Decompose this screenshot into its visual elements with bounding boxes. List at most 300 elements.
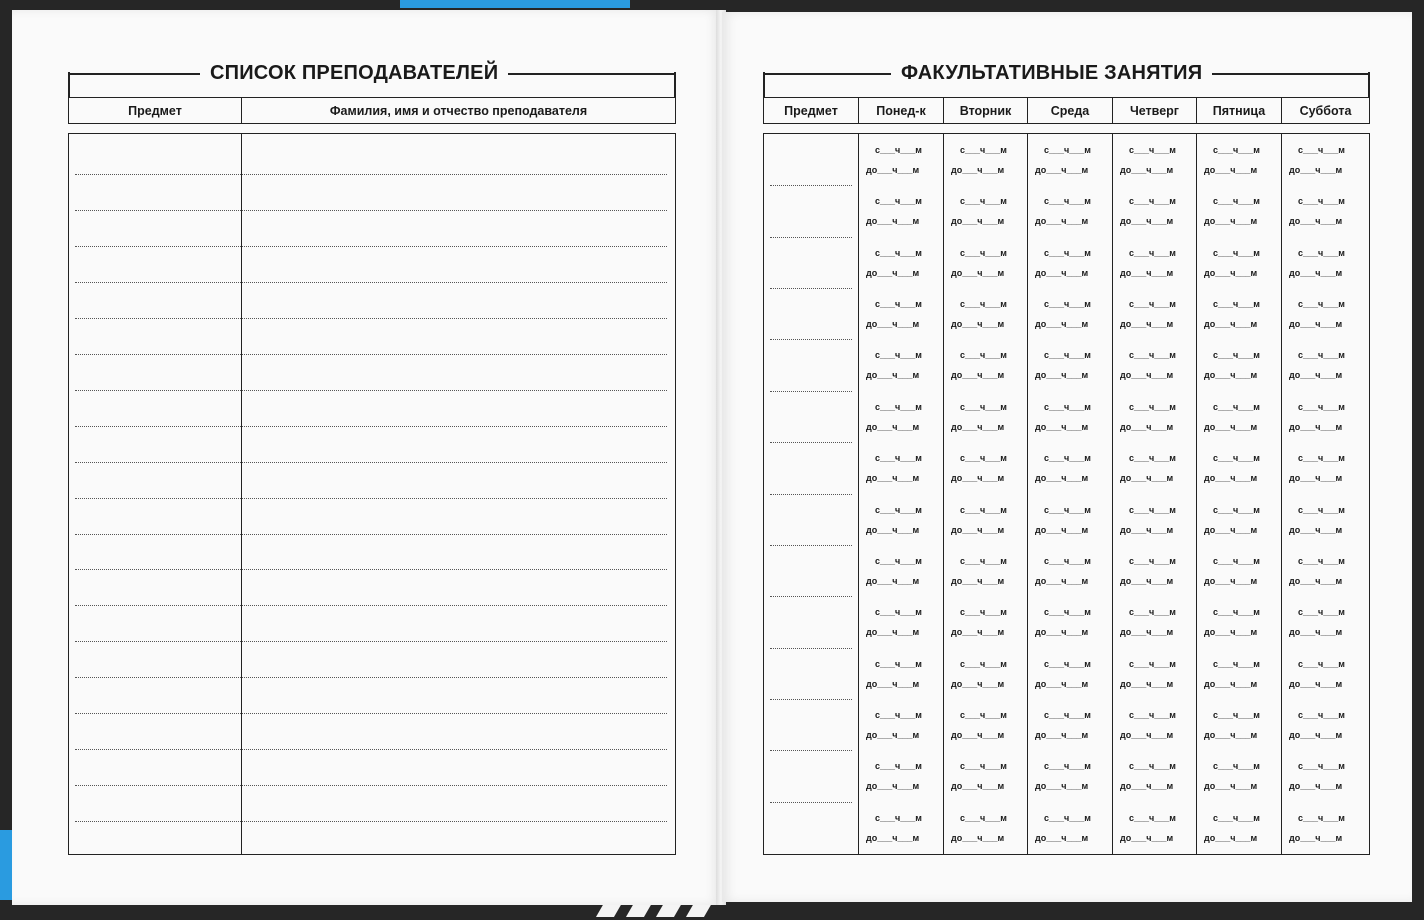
time-cell xyxy=(1035,191,1091,231)
time-to: до___ч___м xyxy=(1120,165,1174,175)
time-to: до___ч___м xyxy=(1204,575,1258,586)
time-cell xyxy=(1204,243,1260,283)
time-from: с___ч___м xyxy=(1044,607,1091,618)
time-to: до___ч___м xyxy=(1289,575,1343,586)
time-cell xyxy=(866,756,922,796)
time-from: с___ч___м xyxy=(960,812,1007,823)
time-from: с___ч___м xyxy=(1044,658,1091,669)
time-from: с___ч___м xyxy=(1213,247,1260,258)
time-cell xyxy=(1120,500,1176,540)
time-cell xyxy=(1120,705,1176,745)
time-cell xyxy=(866,551,922,591)
time-cell xyxy=(1035,243,1091,283)
time-cell xyxy=(1120,602,1176,642)
time-to: до___ч___м xyxy=(1035,781,1089,792)
time-to: до___ч___м xyxy=(951,319,1005,330)
time-from: с___ч___м xyxy=(1298,350,1345,361)
time-from: с___ч___м xyxy=(1044,761,1091,772)
time-cell xyxy=(866,294,922,334)
time-to: до___ч___м xyxy=(951,370,1005,381)
left-table-header xyxy=(68,97,676,124)
time-from: с___ч___м xyxy=(875,812,922,823)
time-cell xyxy=(866,654,922,694)
row-line xyxy=(770,391,852,392)
time-from: с___ч___м xyxy=(1044,401,1091,412)
time-cell xyxy=(1204,140,1260,180)
time-from: с___ч___м xyxy=(960,709,1007,720)
time-to: до___ч___м xyxy=(866,267,920,278)
row-line xyxy=(770,699,852,700)
time-from: с___ч___м xyxy=(1044,709,1091,720)
writing-line xyxy=(75,749,667,750)
time-cell xyxy=(1035,294,1091,334)
writing-line xyxy=(75,210,667,211)
time-cell xyxy=(1120,243,1176,283)
time-from: с___ч___м xyxy=(875,350,922,361)
time-from: с___ч___м xyxy=(960,607,1007,618)
teachers-table xyxy=(68,133,676,855)
writing-line xyxy=(75,605,667,606)
time-cell xyxy=(1289,654,1345,694)
time-to: до___ч___м xyxy=(1035,473,1089,484)
time-cell xyxy=(1035,397,1091,437)
writing-line xyxy=(75,534,667,535)
time-from: с___ч___м xyxy=(1129,401,1176,412)
writing-line xyxy=(75,390,667,391)
time-to: до___ч___м xyxy=(866,319,920,330)
time-to: до___ч___м xyxy=(1204,524,1258,535)
writing-line xyxy=(75,246,667,247)
time-cell xyxy=(951,243,1007,283)
time-cell xyxy=(1120,294,1176,334)
time-cell xyxy=(866,397,922,437)
time-to: до___ч___м xyxy=(1289,216,1343,227)
time-cell xyxy=(1289,808,1345,848)
time-from: с___ч___м xyxy=(1129,299,1176,310)
time-to: до___ч___м xyxy=(866,216,920,227)
time-from: с___ч___м xyxy=(960,299,1007,310)
time-cell xyxy=(951,551,1007,591)
time-to: до___ч___м xyxy=(866,524,920,535)
time-cell xyxy=(866,500,922,540)
time-from: с___ч___м xyxy=(875,607,922,618)
time-to: до___ч___м xyxy=(1120,627,1174,638)
time-cell xyxy=(1204,397,1260,437)
time-to: до___ч___м xyxy=(1204,781,1258,792)
time-to: до___ч___м xyxy=(1289,781,1343,792)
column-header: Предмет xyxy=(764,98,859,123)
time-to: до___ч___м xyxy=(1289,473,1343,484)
time-cell xyxy=(1204,654,1260,694)
time-from: с___ч___м xyxy=(875,504,922,515)
time-cell xyxy=(1289,294,1345,334)
time-from: с___ч___м xyxy=(1129,709,1176,720)
time-from: с___ч___м xyxy=(1213,812,1260,823)
time-cell xyxy=(1035,140,1091,180)
column-header: Среда xyxy=(1028,98,1113,123)
time-from: с___ч___м xyxy=(1298,145,1345,155)
time-to: до___ч___м xyxy=(1289,627,1343,638)
time-to: до___ч___м xyxy=(1120,319,1174,330)
time-to: до___ч___м xyxy=(1035,267,1089,278)
time-from: с___ч___м xyxy=(1129,555,1176,566)
time-from: с___ч___м xyxy=(1213,709,1260,720)
time-from: с___ч___м xyxy=(1298,709,1345,720)
time-to: до___ч___м xyxy=(1035,165,1089,175)
row-line xyxy=(770,237,852,238)
time-cell xyxy=(951,808,1007,848)
time-from: с___ч___м xyxy=(1044,555,1091,566)
time-from: с___ч___м xyxy=(875,145,922,155)
time-cell xyxy=(1289,602,1345,642)
time-from: с___ч___м xyxy=(1213,607,1260,618)
time-to: до___ч___м xyxy=(1204,165,1258,175)
time-from: с___ч___м xyxy=(1298,504,1345,515)
time-from: с___ч___м xyxy=(875,555,922,566)
time-to: до___ч___м xyxy=(1120,781,1174,792)
writing-line xyxy=(75,354,667,355)
time-cell xyxy=(1289,243,1345,283)
time-cell xyxy=(1120,808,1176,848)
column-divider xyxy=(1281,134,1282,854)
time-to: до___ч___м xyxy=(1289,832,1343,843)
writing-line xyxy=(75,498,667,499)
time-from: с___ч___м xyxy=(1213,350,1260,361)
time-cell xyxy=(1035,756,1091,796)
time-from: с___ч___м xyxy=(1044,145,1091,155)
time-to: до___ч___м xyxy=(1289,524,1343,535)
time-cell xyxy=(1289,756,1345,796)
time-to: до___ч___м xyxy=(951,678,1005,689)
column-header: Пятница xyxy=(1197,98,1282,123)
row-line xyxy=(770,288,852,289)
time-cell xyxy=(866,448,922,488)
writing-line xyxy=(75,282,667,283)
time-from: с___ч___м xyxy=(875,401,922,412)
time-cell xyxy=(1035,345,1091,385)
writing-line xyxy=(75,821,667,822)
time-from: с___ч___м xyxy=(875,658,922,669)
writing-line xyxy=(75,569,667,570)
time-to: до___ч___м xyxy=(1120,473,1174,484)
time-to: до___ч___м xyxy=(1035,575,1089,586)
time-cell xyxy=(951,705,1007,745)
time-cell xyxy=(1120,345,1176,385)
time-to: до___ч___м xyxy=(1204,370,1258,381)
column-header: Четверг xyxy=(1113,98,1197,123)
time-to: до___ч___м xyxy=(1120,421,1174,432)
time-from: с___ч___м xyxy=(1044,812,1091,823)
time-cell xyxy=(1120,551,1176,591)
time-from: с___ч___м xyxy=(875,709,922,720)
time-cell xyxy=(866,602,922,642)
time-to: до___ч___м xyxy=(1204,421,1258,432)
time-from: с___ч___м xyxy=(960,196,1007,207)
row-line xyxy=(770,648,852,649)
left-title-row xyxy=(68,62,676,85)
row-line xyxy=(770,596,852,597)
time-from: с___ч___м xyxy=(960,350,1007,361)
time-from: с___ч___м xyxy=(875,196,922,207)
time-cell xyxy=(1204,500,1260,540)
time-from: с___ч___м xyxy=(960,504,1007,515)
time-to: до___ч___м xyxy=(1204,627,1258,638)
time-cell xyxy=(1289,345,1345,385)
time-cell xyxy=(1035,448,1091,488)
time-cell xyxy=(1120,448,1176,488)
time-from: с___ч___м xyxy=(875,453,922,464)
writing-line xyxy=(75,426,667,427)
time-to: до___ч___м xyxy=(1120,832,1174,843)
time-from: с___ч___м xyxy=(1298,812,1345,823)
time-cell xyxy=(1204,808,1260,848)
time-from: с___ч___м xyxy=(1213,555,1260,566)
time-cell xyxy=(951,294,1007,334)
electives-table xyxy=(763,133,1370,855)
time-cell xyxy=(1035,654,1091,694)
time-to: до___ч___м xyxy=(866,729,920,740)
time-cell xyxy=(1204,294,1260,334)
time-from: с___ч___м xyxy=(1044,350,1091,361)
time-from: с___ч___м xyxy=(1129,761,1176,772)
time-to: до___ч___м xyxy=(866,627,920,638)
column-header: Вторник xyxy=(944,98,1028,123)
time-cell xyxy=(951,448,1007,488)
time-to: до___ч___м xyxy=(1035,524,1089,535)
time-from: с___ч___м xyxy=(1298,247,1345,258)
time-cell xyxy=(1204,551,1260,591)
time-cell xyxy=(1035,551,1091,591)
right-title-row xyxy=(763,62,1370,85)
time-from: с___ч___м xyxy=(960,761,1007,772)
time-cell xyxy=(1204,345,1260,385)
time-to: до___ч___м xyxy=(1035,627,1089,638)
time-cell xyxy=(866,140,922,180)
time-to: до___ч___м xyxy=(866,421,920,432)
row-line xyxy=(770,494,852,495)
column-divider xyxy=(858,134,859,854)
time-to: до___ч___м xyxy=(866,575,920,586)
writing-line xyxy=(75,174,667,175)
time-from: с___ч___м xyxy=(960,401,1007,412)
time-from: с___ч___м xyxy=(1298,453,1345,464)
time-cell xyxy=(1120,756,1176,796)
time-cell xyxy=(951,140,1007,180)
time-cell xyxy=(1035,500,1091,540)
time-from: с___ч___м xyxy=(1213,504,1260,515)
time-from: с___ч___м xyxy=(960,658,1007,669)
time-to: до___ч___м xyxy=(1035,370,1089,381)
time-to: до___ч___м xyxy=(1289,421,1343,432)
time-cell xyxy=(866,345,922,385)
time-to: до___ч___м xyxy=(1204,216,1258,227)
time-to: до___ч___м xyxy=(1120,216,1174,227)
time-from: с___ч___м xyxy=(1129,145,1176,155)
row-line xyxy=(770,339,852,340)
time-cell xyxy=(951,397,1007,437)
time-from: с___ч___м xyxy=(875,761,922,772)
time-from: с___ч___м xyxy=(1213,196,1260,207)
time-to: до___ч___м xyxy=(951,832,1005,843)
row-line xyxy=(770,545,852,546)
time-to: до___ч___м xyxy=(951,165,1005,175)
writing-line xyxy=(75,677,667,678)
time-to: до___ч___м xyxy=(951,473,1005,484)
time-cell xyxy=(1120,397,1176,437)
time-to: до___ч___м xyxy=(1204,319,1258,330)
time-from: с___ч___м xyxy=(960,453,1007,464)
time-cell xyxy=(1289,705,1345,745)
time-to: до___ч___м xyxy=(951,575,1005,586)
writing-line xyxy=(75,641,667,642)
time-from: с___ч___м xyxy=(875,247,922,258)
time-to: до___ч___м xyxy=(1035,729,1089,740)
time-to: до___ч___м xyxy=(1204,267,1258,278)
column-divider xyxy=(1112,134,1113,854)
time-from: с___ч___м xyxy=(960,555,1007,566)
time-from: с___ч___м xyxy=(1129,247,1176,258)
time-cell xyxy=(1289,191,1345,231)
time-to: до___ч___м xyxy=(866,781,920,792)
time-to: до___ч___м xyxy=(951,627,1005,638)
time-cell xyxy=(866,705,922,745)
time-cell xyxy=(1120,140,1176,180)
time-from: с___ч___м xyxy=(1044,247,1091,258)
time-cell xyxy=(1289,500,1345,540)
time-from: с___ч___м xyxy=(1129,812,1176,823)
time-to: до___ч___м xyxy=(1120,729,1174,740)
time-cell xyxy=(1204,448,1260,488)
time-from: с___ч___м xyxy=(1298,196,1345,207)
time-from: с___ч___м xyxy=(1298,555,1345,566)
writing-line xyxy=(75,462,667,463)
row-line xyxy=(770,442,852,443)
time-to: до___ч___м xyxy=(1120,267,1174,278)
time-from: с___ч___м xyxy=(1213,658,1260,669)
column-divider xyxy=(1196,134,1197,854)
time-cell xyxy=(951,345,1007,385)
column-header: Предмет xyxy=(69,98,242,123)
time-to: до___ч___м xyxy=(1120,524,1174,535)
column-header: Фамилия, имя и отчество преподавателя xyxy=(329,103,588,118)
time-from: с___ч___м xyxy=(1044,196,1091,207)
time-to: до___ч___м xyxy=(1035,319,1089,330)
time-to: до___ч___м xyxy=(951,267,1005,278)
time-from: с___ч___м xyxy=(1213,761,1260,772)
time-cell xyxy=(1204,602,1260,642)
time-to: до___ч___м xyxy=(1035,678,1089,689)
time-to: до___ч___м xyxy=(1289,370,1343,381)
row-line xyxy=(770,750,852,751)
time-from: с___ч___м xyxy=(1129,350,1176,361)
time-from: с___ч___м xyxy=(1044,504,1091,515)
column-header: Понед-к xyxy=(859,98,944,123)
time-to: до___ч___м xyxy=(866,832,920,843)
time-cell xyxy=(1035,602,1091,642)
time-from: с___ч___м xyxy=(1044,299,1091,310)
time-cell xyxy=(1204,756,1260,796)
time-from: с___ч___м xyxy=(1298,658,1345,669)
time-cell xyxy=(1035,705,1091,745)
time-to: до___ч___м xyxy=(951,524,1005,535)
page-title: СПИСОК ПРЕПОДАВАТЕЛЕЙ xyxy=(210,62,499,84)
time-to: до___ч___м xyxy=(866,370,920,381)
time-to: до___ч___м xyxy=(1035,216,1089,227)
time-from: с___ч___м xyxy=(1298,299,1345,310)
time-to: до___ч___м xyxy=(1204,678,1258,689)
time-to: до___ч___м xyxy=(866,165,920,175)
time-from: с___ч___м xyxy=(1213,299,1260,310)
column-divider xyxy=(1027,134,1028,854)
time-to: до___ч___м xyxy=(1289,319,1343,330)
time-to: до___ч___м xyxy=(1289,729,1343,740)
time-to: до___ч___м xyxy=(1289,267,1343,278)
time-to: до___ч___м xyxy=(1204,473,1258,484)
time-from: с___ч___м xyxy=(1298,401,1345,412)
writing-line xyxy=(75,785,667,786)
cover-stripe xyxy=(400,0,630,8)
page-title: ФАКУЛЬТАТИВНЫЕ ЗАНЯТИЯ xyxy=(901,62,1203,84)
row-line xyxy=(770,802,852,803)
time-to: до___ч___м xyxy=(1035,832,1089,843)
time-to: до___ч___м xyxy=(1204,832,1258,843)
time-cell xyxy=(951,191,1007,231)
time-from: с___ч___м xyxy=(1129,196,1176,207)
time-to: до___ч___м xyxy=(1035,421,1089,432)
time-from: с___ч___м xyxy=(1298,761,1345,772)
time-cell xyxy=(1120,654,1176,694)
time-from: с___ч___м xyxy=(1213,401,1260,412)
column-divider xyxy=(943,134,944,854)
time-from: с___ч___м xyxy=(875,299,922,310)
time-to: до___ч___м xyxy=(866,678,920,689)
time-to: до___ч___м xyxy=(1120,678,1174,689)
time-cell xyxy=(1289,140,1345,180)
time-to: до___ч___м xyxy=(866,473,920,484)
time-cell xyxy=(1204,705,1260,745)
time-to: до___ч___м xyxy=(1120,575,1174,586)
time-from: с___ч___м xyxy=(1213,453,1260,464)
time-to: до___ч___м xyxy=(951,421,1005,432)
writing-line xyxy=(75,318,667,319)
time-cell xyxy=(1289,397,1345,437)
time-to: до___ч___м xyxy=(951,729,1005,740)
time-from: с___ч___м xyxy=(1129,504,1176,515)
time-cell xyxy=(951,602,1007,642)
time-to: до___ч___м xyxy=(1204,729,1258,740)
time-cell xyxy=(1289,551,1345,591)
time-from: с___ч___м xyxy=(1298,607,1345,618)
time-cell xyxy=(866,191,922,231)
time-cell xyxy=(1289,448,1345,488)
time-cell xyxy=(951,654,1007,694)
time-from: с___ч___м xyxy=(1213,145,1260,155)
time-to: до___ч___м xyxy=(951,216,1005,227)
time-cell xyxy=(866,243,922,283)
time-from: с___ч___м xyxy=(1129,607,1176,618)
writing-line xyxy=(75,713,667,714)
time-cell xyxy=(866,808,922,848)
time-to: до___ч___м xyxy=(1289,678,1343,689)
time-cell xyxy=(951,500,1007,540)
time-from: с___ч___м xyxy=(960,145,1007,155)
time-cell xyxy=(951,756,1007,796)
time-from: с___ч___м xyxy=(960,247,1007,258)
row-line xyxy=(770,185,852,186)
time-to: до___ч___м xyxy=(1289,165,1343,175)
time-from: с___ч___м xyxy=(1129,453,1176,464)
time-from: с___ч___м xyxy=(1044,453,1091,464)
